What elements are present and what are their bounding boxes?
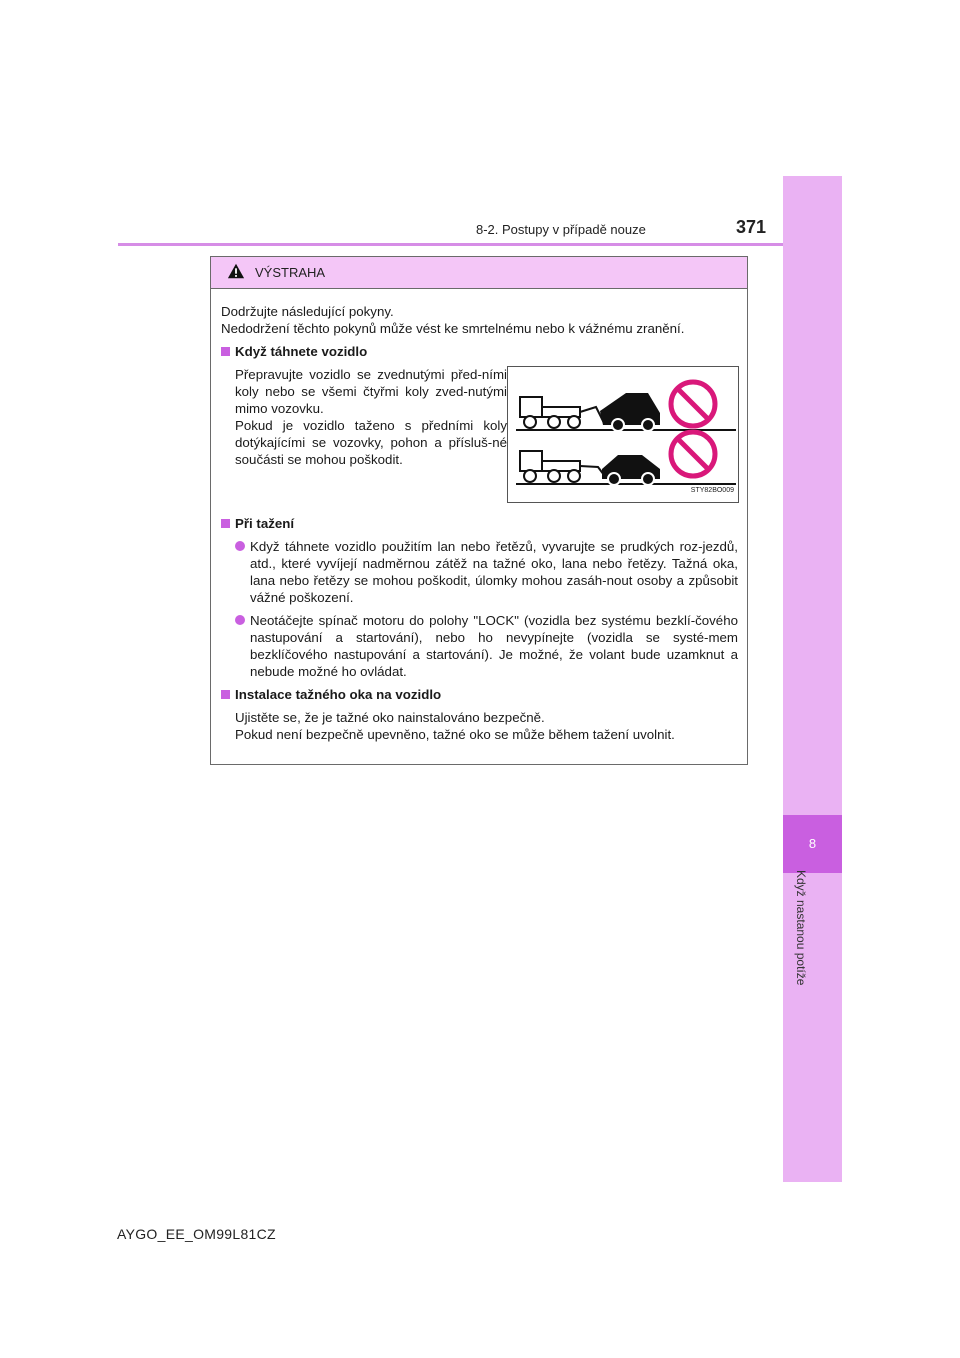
section-title: 8-2. Postupy v případě nouze [476, 222, 646, 237]
warning-title: VÝSTRAHA [255, 265, 326, 280]
section-heading-towing [221, 343, 738, 360]
tow-eyelet-text [221, 709, 738, 743]
bullet-text: Neotáčejte spínač motoru do polohy "LOCK" (vozidla bez systému bezklí-čového nastupování a startování), nebo ho nevypínejte (vozidla se systé-mem bezklíčového nastupování a startování). Je možné, že volant bude uzamknut a nebude možné ho ovládat. [250, 613, 738, 679]
header-divider [118, 243, 783, 246]
list-item [221, 538, 738, 606]
chapter-side-tab [783, 176, 842, 1182]
towing-text [235, 366, 507, 503]
figure-code: STY82BO009 [690, 487, 734, 494]
section-heading-text: Při tažení [235, 516, 295, 531]
square-bullet-icon [221, 690, 230, 699]
paragraph: Přepravujte vozidlo se zvednutými před-ními koly nebo se všemi čtyřmi koly zved-nutými mimo vozovku. [235, 367, 507, 416]
round-bullet-icon [235, 541, 245, 551]
towing-section [221, 366, 738, 503]
warning-intro [221, 303, 738, 337]
warning-box [210, 256, 748, 765]
section-heading-text: Instalace tažného oka na vozidlo [235, 687, 442, 702]
warning-body [211, 289, 747, 743]
warning-triangle-icon [227, 262, 245, 280]
section-heading-while-towing [221, 515, 738, 532]
section-heading-text: Když táhnete vozidlo [235, 344, 368, 359]
warning-header [211, 257, 747, 289]
list-item [221, 612, 738, 680]
chapter-label: Když nastanou potíže [794, 870, 808, 986]
paragraph: Ujistěte se, že je tažné oko nainstalováno bezpečně. [235, 710, 545, 725]
section-heading-tow-eyelet [221, 686, 738, 703]
square-bullet-icon [221, 347, 230, 356]
paragraph: Pokud není bezpečně upevněno, tažné oko se může během tažení uvolnit. [235, 727, 675, 742]
page-number: 371 [736, 217, 767, 237]
bullet-text: Když táhnete vozidlo použitím lan nebo řetězů, vyvarujte se prudkých roz-jezdů, atd., které vyvíjejí nadměrnou zátěž na tažné oko, lana nebo řetězy. Tažná oka, lana nebo řetězy se mohou poškodit, úlomky mohou zasáh-nout osoby a způsobit vážné poškození. [250, 539, 738, 605]
towing-illustration [507, 366, 739, 503]
chapter-number-tab[interactable]: 8 [783, 815, 842, 873]
intro-line: Nedodržení těchto pokynů může vést ke smrtelnému nebo k vážnému zranění. [221, 321, 685, 336]
intro-line: Dodržujte následující pokyny. [221, 304, 394, 319]
paragraph: Pokud je vozidlo taženo s předními koly dotýkajícími se vozovky, pohon a přísluš-né součásti se mohou poškodit. [235, 418, 507, 467]
square-bullet-icon [221, 519, 230, 528]
document-code: AYGO_EE_OM99L81CZ [117, 1226, 276, 1242]
round-bullet-icon [235, 615, 245, 625]
